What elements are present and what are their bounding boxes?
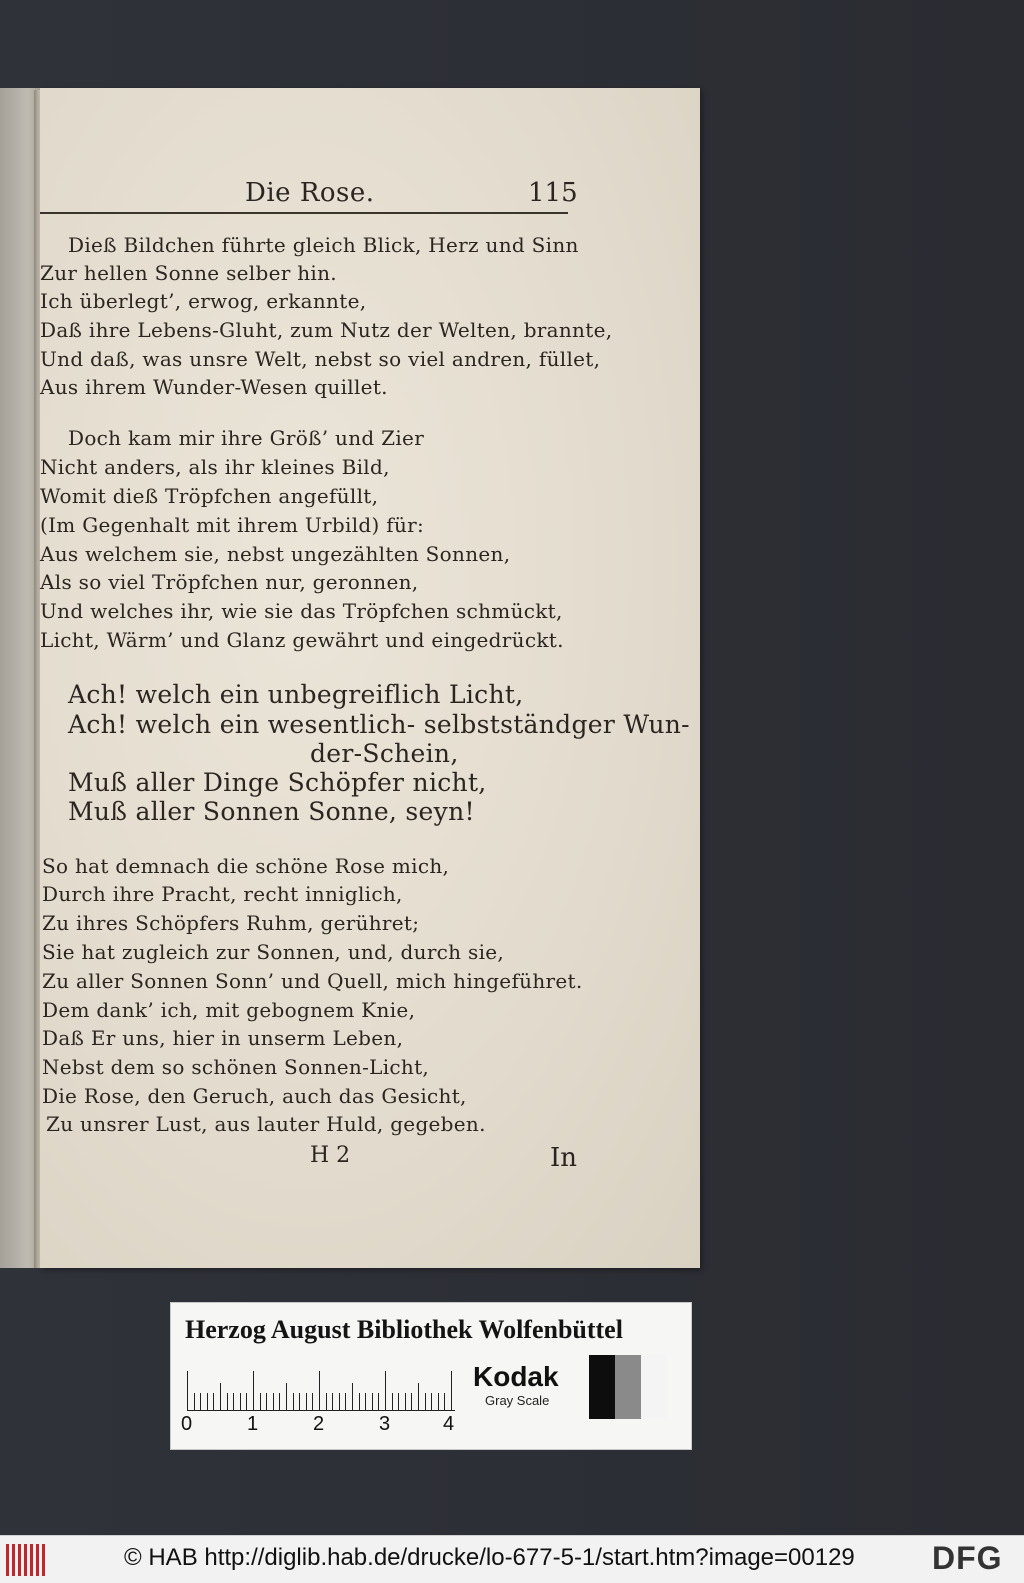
ruler-tick — [398, 1393, 399, 1411]
ruler-tick — [286, 1383, 287, 1411]
ruler-tick — [431, 1393, 432, 1411]
signature-mark: H 2 — [310, 1143, 351, 1168]
catchword: In — [550, 1143, 578, 1173]
verse-line: (Im Gegenhalt mit ihrem Urbild) für: — [40, 513, 425, 537]
ruler-tick — [266, 1393, 267, 1411]
verse-line: So hat demnach die schöne Rose mich, — [42, 854, 450, 878]
ruler-tick — [253, 1371, 254, 1411]
viewer-footer — [0, 1535, 1024, 1583]
ruler-tick — [444, 1393, 445, 1411]
ruler-tick — [260, 1393, 261, 1411]
ruler-tick — [306, 1393, 307, 1411]
ruler-tick — [372, 1393, 373, 1411]
verse-line: Als so viel Tröpfchen nur, geronnen, — [40, 570, 419, 594]
ruler-tick — [411, 1393, 412, 1411]
ruler-tick — [227, 1393, 228, 1411]
ruler-tick — [378, 1393, 379, 1411]
ruler-tick — [299, 1393, 300, 1411]
ruler-tick — [319, 1371, 320, 1411]
verse-line: Und welches ihr, wie sie das Tröpfchen schmückt, — [40, 599, 563, 623]
ruler-tick — [293, 1393, 294, 1411]
gray-swatches — [589, 1355, 667, 1419]
kodak-logo: Kodak — [473, 1361, 559, 1392]
verse-line: Zur hellen Sonne selber hin. — [40, 261, 337, 285]
verse-line: Aus welchem sie, nebst ungezählten Sonnen, — [40, 542, 511, 566]
ruler-tick — [279, 1393, 280, 1411]
source-url[interactable]: © HAB http://diglib.hab.de/drucke/lo-677-5-1/start.htm?image=00129 — [124, 1544, 855, 1571]
ruler-tick — [392, 1393, 393, 1411]
ruler-tick — [312, 1393, 313, 1411]
scale-ruler — [187, 1371, 455, 1411]
verse-line: Dieß Bildchen führte gleich Blick, Herz und Sinn — [68, 233, 579, 257]
color-reference-bar — [170, 1302, 692, 1450]
page-number: 115 — [528, 178, 578, 208]
verse-line: Doch kam mir ihre Größ’ und Zier — [68, 426, 425, 450]
verse-line: Zu unsrer Lust, aus lauter Huld, gegeben. — [46, 1112, 486, 1136]
verse-line: Ach! welch ein unbegreiflich Licht, — [68, 680, 524, 709]
ruler-tick — [194, 1393, 195, 1411]
ruler-tick — [240, 1393, 241, 1411]
verse-line: Zu aller Sonnen Sonn’ und Quell, mich hingeführet. — [42, 969, 583, 993]
verse-line: Sie hat zugleich zur Sonnen, und, durch sie, — [42, 940, 505, 964]
swatch-black — [589, 1355, 615, 1419]
scale-label: 3 — [379, 1413, 391, 1435]
verse-line: Licht, Wärm’ und Glanz gewährt und eingedrückt. — [40, 628, 564, 652]
verse-line: Zu ihres Schöpfers Ruhm, gerühret; — [42, 911, 420, 935]
ruler-tick — [405, 1393, 406, 1411]
verse-line: Durch ihre Pracht, recht inniglich, — [42, 882, 403, 906]
library-name: Herzog August Bibliothek Wolfenbüttel — [185, 1315, 623, 1344]
verse-line: Ich überlegt’, erwog, erkannte, — [40, 289, 367, 313]
scale-label: 0 — [181, 1413, 193, 1435]
swatch-gray — [615, 1355, 641, 1419]
verse-line: Und daß, was unsre Welt, nebst so viel andren, füllet, — [40, 347, 601, 371]
ruler-tick — [273, 1393, 274, 1411]
verse-line: Daß ihre Lebens-Gluht, zum Nutz der Welten, brannte, — [40, 318, 613, 342]
verse-line: Womit dieß Tröpfchen angefüllt, — [40, 484, 379, 508]
verse-line: Ach! welch ein wesentlich- selbstständger Wun- — [68, 710, 690, 739]
ruler-tick — [385, 1371, 386, 1411]
ruler-tick — [220, 1383, 221, 1411]
verse-line: Daß Er uns, hier in unserm Leben, — [42, 1026, 404, 1050]
ruler-tick — [365, 1393, 366, 1411]
verse-line: Nebst dem so schönen Sonnen-Licht, — [42, 1055, 430, 1079]
scale-label: 4 — [443, 1413, 455, 1435]
ruler-tick — [200, 1393, 201, 1411]
verse-line: Die Rose, den Geruch, auch das Gesicht, — [42, 1084, 467, 1108]
ruler-tick — [187, 1371, 188, 1411]
verse-line: Aus ihrem Wunder-Wesen quillet. — [40, 375, 388, 399]
verse-line: Muß aller Dinge Schöpfer nicht, — [68, 768, 487, 797]
ruler-tick — [233, 1393, 234, 1411]
ruler-tick — [359, 1393, 360, 1411]
verse-line-continuation: der-Schein, — [310, 739, 459, 768]
verse-line: Nicht anders, als ihr kleines Bild, — [40, 455, 390, 479]
dfg-logo: DFG — [932, 1540, 1003, 1576]
book-page — [40, 88, 700, 1268]
ruler-tick — [332, 1393, 333, 1411]
header-rule — [40, 212, 568, 214]
swatch-white — [641, 1355, 667, 1419]
ruler-tick — [207, 1393, 208, 1411]
verse-line: Muß aller Sonnen Sonne, seyn! — [68, 797, 475, 826]
ruler-tick — [438, 1393, 439, 1411]
running-title: Die Rose. — [245, 178, 375, 208]
barcode-icon — [6, 1544, 46, 1576]
verse-line: Dem dank’ ich, mit gebognem Knie, — [42, 998, 416, 1022]
ruler-tick — [339, 1393, 340, 1411]
ruler-tick — [326, 1393, 327, 1411]
ruler-tick — [345, 1393, 346, 1411]
ruler-tick — [246, 1393, 247, 1411]
grayscale-label: Gray Scale — [485, 1393, 550, 1408]
ruler-tick — [418, 1383, 419, 1411]
ruler-tick — [425, 1393, 426, 1411]
scale-labels — [181, 1413, 471, 1435]
scale-label: 2 — [313, 1413, 325, 1435]
ruler-tick — [352, 1383, 353, 1411]
ruler-tick — [451, 1371, 452, 1411]
ruler-tick — [213, 1393, 214, 1411]
page-footer-marks — [40, 1143, 600, 1177]
scale-label: 1 — [247, 1413, 259, 1435]
